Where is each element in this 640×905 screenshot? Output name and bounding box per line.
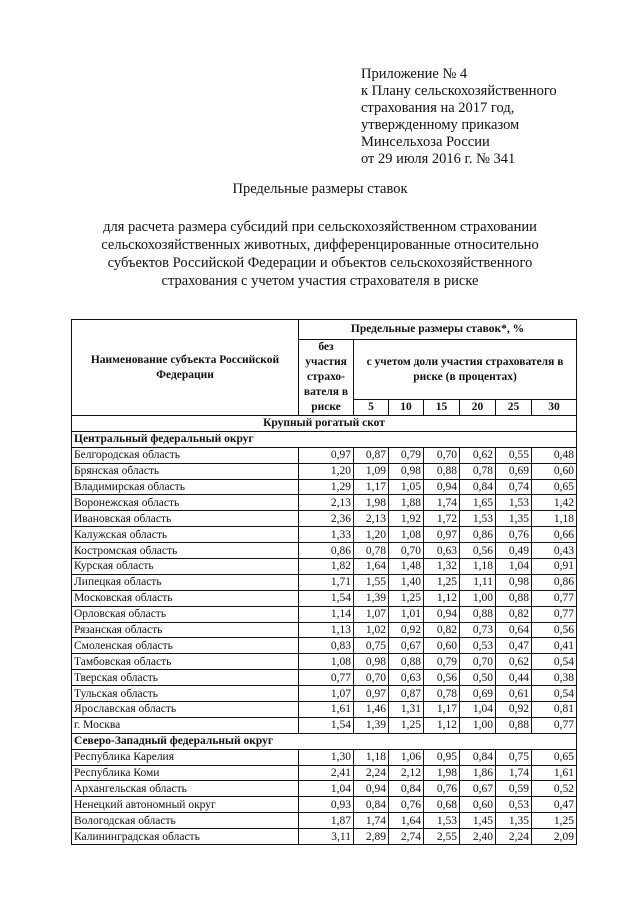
subtitle-line: страхования с учетом участия страхователя в риске [161, 273, 479, 289]
rate-cell: 0,76 [496, 527, 532, 543]
rate-cell: 1,02 [354, 622, 389, 638]
rate-cell: 0,70 [460, 654, 496, 670]
rate-cell: 1,92 [389, 511, 424, 527]
rate-cell: 1,01 [389, 606, 424, 622]
subject-name: г. Москва [72, 717, 299, 733]
rate-cell: 1,72 [424, 511, 460, 527]
rate-cell: 2,09 [532, 829, 577, 845]
rate-cell: 0,77 [299, 670, 354, 686]
appendix-line: страхования на 2017 год, [361, 100, 515, 116]
table-row [72, 559, 577, 575]
table-row [72, 717, 577, 733]
district-name: Северо-Западный федеральный округ [72, 733, 577, 749]
subject-name: Орловская область [72, 606, 299, 622]
rate-cell: 1,61 [299, 702, 354, 718]
table-row [72, 527, 577, 543]
rate-cell: 0,64 [496, 622, 532, 638]
table-row [72, 543, 577, 559]
rate-cell: 1,31 [389, 702, 424, 718]
header-rates: Предельные размеры ставок*, % [299, 320, 577, 340]
rate-cell: 0,97 [424, 527, 460, 543]
subject-name: Республика Коми [72, 765, 299, 781]
rate-cell: 0,70 [389, 543, 424, 559]
rate-cell: 0,65 [532, 479, 577, 495]
subject-name: Вологодская область [72, 813, 299, 829]
rate-cell: 0,50 [460, 670, 496, 686]
rate-cell: 1,39 [354, 717, 389, 733]
rate-cell: 0,60 [532, 463, 577, 479]
rate-cell: 2,13 [299, 495, 354, 511]
appendix-line: к Плану сельскохозяйственного [361, 83, 557, 99]
rate-cell: 1,55 [354, 574, 389, 590]
rate-cell: 0,43 [532, 543, 577, 559]
appendix-line: утвержденному приказом [361, 117, 520, 133]
rate-cell: 0,87 [354, 447, 389, 463]
table-row [72, 702, 577, 718]
subject-name: Калужская область [72, 527, 299, 543]
rate-cell: 1,07 [299, 686, 354, 702]
rate-cell: 1,18 [532, 511, 577, 527]
subject-name: Московская область [72, 590, 299, 606]
rate-cell: 0,86 [299, 543, 354, 559]
rate-cell: 0,59 [496, 781, 532, 797]
rate-cell: 1,39 [354, 590, 389, 606]
subject-name: Владимирская область [72, 479, 299, 495]
rate-cell: 0,94 [354, 781, 389, 797]
rate-cell: 0,87 [389, 686, 424, 702]
rate-cell: 1,42 [532, 495, 577, 511]
header-percent-15: 15 [424, 400, 460, 416]
rate-cell: 2,74 [389, 829, 424, 845]
rate-cell: 1,64 [389, 813, 424, 829]
rate-cell: 0,79 [389, 447, 424, 463]
rate-cell: 1,46 [354, 702, 389, 718]
rate-cell: 1,87 [299, 813, 354, 829]
rate-cell: 1,20 [299, 463, 354, 479]
rate-cell: 1,54 [299, 590, 354, 606]
rate-cell: 0,44 [496, 670, 532, 686]
rate-cell: 1,18 [354, 749, 389, 765]
rate-cell: 0,86 [532, 574, 577, 590]
rate-cell: 1,17 [424, 702, 460, 718]
rate-cell: 0,97 [354, 686, 389, 702]
rate-cell: 1,35 [496, 813, 532, 829]
rate-cell: 0,67 [460, 781, 496, 797]
appendix-line: Приложение № 4 [361, 66, 468, 82]
subject-name: Тверская область [72, 670, 299, 686]
rate-cell: 0,88 [460, 606, 496, 622]
rate-cell: 0,47 [496, 638, 532, 654]
rate-cell: 2,36 [299, 511, 354, 527]
rate-cell: 0,54 [532, 654, 577, 670]
rate-cell: 0,94 [424, 479, 460, 495]
rate-cell: 0,38 [532, 670, 577, 686]
rate-cell: 0,54 [532, 686, 577, 702]
rate-cell: 0,69 [496, 463, 532, 479]
rate-cell: 1,04 [460, 702, 496, 718]
table-row [72, 829, 577, 845]
rate-cell: 0,82 [424, 622, 460, 638]
rate-cell: 1,25 [389, 590, 424, 606]
subject-name: Смоленская область [72, 638, 299, 654]
rates-table [71, 319, 577, 845]
rate-cell: 1,06 [389, 749, 424, 765]
rate-cell: 0,77 [532, 606, 577, 622]
rate-cell: 0,77 [532, 717, 577, 733]
appendix-line: от 29 июля 2016 г. № 341 [361, 151, 516, 167]
rate-cell: 1,12 [424, 717, 460, 733]
rate-cell: 0,56 [424, 670, 460, 686]
table-row [72, 670, 577, 686]
rate-cell: 0,93 [299, 797, 354, 813]
rate-cell: 0,82 [496, 606, 532, 622]
rate-cell: 0,98 [354, 654, 389, 670]
rate-cell: 1,45 [460, 813, 496, 829]
table-row [72, 686, 577, 702]
rate-cell: 0,88 [389, 654, 424, 670]
rate-cell: 0,56 [532, 622, 577, 638]
rate-cell: 0,66 [532, 527, 577, 543]
rate-cell: 1,54 [299, 717, 354, 733]
subject-name: Ивановская область [72, 511, 299, 527]
district-row [72, 431, 577, 447]
rate-cell: 0,78 [354, 543, 389, 559]
header-with-participation: с учетом доли участия страхователя в риске (в процентах) [354, 340, 577, 400]
table-row [72, 479, 577, 495]
table-row [72, 574, 577, 590]
rate-cell: 0,92 [496, 702, 532, 718]
table-row [72, 622, 577, 638]
table-row [72, 749, 577, 765]
rate-cell: 0,73 [460, 622, 496, 638]
rate-cell: 1,04 [496, 559, 532, 575]
rate-cell: 1,86 [460, 765, 496, 781]
subject-name: Тамбовская область [72, 654, 299, 670]
subject-name: Калининградская область [72, 829, 299, 845]
subject-name: Ненецкий автономный округ [72, 797, 299, 813]
section-title: Крупный рогатый скот [72, 416, 577, 432]
rate-cell: 0,55 [496, 447, 532, 463]
rate-cell: 1,12 [424, 590, 460, 606]
rate-cell: 2,24 [496, 829, 532, 845]
rate-cell: 2,13 [354, 511, 389, 527]
table-row [72, 463, 577, 479]
rate-cell: 1,65 [460, 495, 496, 511]
rate-cell: 0,83 [299, 638, 354, 654]
rate-cell: 2,40 [460, 829, 496, 845]
rate-cell: 0,70 [424, 447, 460, 463]
rate-cell: 1,74 [424, 495, 460, 511]
rate-cell: 0,56 [460, 543, 496, 559]
rate-cell: 2,41 [299, 765, 354, 781]
subject-name: Костромская область [72, 543, 299, 559]
section-row [72, 416, 577, 432]
rate-cell: 1,29 [299, 479, 354, 495]
table-row [72, 606, 577, 622]
rate-cell: 0,69 [460, 686, 496, 702]
header-percent-5: 5 [354, 400, 389, 416]
rate-cell: 0,76 [389, 797, 424, 813]
rate-cell: 0,88 [496, 590, 532, 606]
rate-cell: 0,52 [532, 781, 577, 797]
rate-cell: 1,48 [389, 559, 424, 575]
rate-cell: 0,61 [496, 686, 532, 702]
document-title: Предельные размеры ставок [232, 181, 408, 197]
rate-cell: 0,49 [496, 543, 532, 559]
rate-cell: 0,75 [354, 638, 389, 654]
rate-cell: 1,40 [389, 574, 424, 590]
table-row [72, 797, 577, 813]
subject-name: Курская область [72, 559, 299, 575]
rate-cell: 1,00 [460, 717, 496, 733]
rate-cell: 1,98 [354, 495, 389, 511]
header-without-participation: без участия страхо-вателя в риске [299, 340, 354, 416]
subject-name: Ярославская область [72, 702, 299, 718]
rate-cell: 0,84 [460, 749, 496, 765]
rate-cell: 1,64 [354, 559, 389, 575]
rate-cell: 0,84 [354, 797, 389, 813]
rate-cell: 2,89 [354, 829, 389, 845]
rate-cell: 1,20 [354, 527, 389, 543]
rate-cell: 0,78 [460, 463, 496, 479]
rate-cell: 1,18 [460, 559, 496, 575]
rate-cell: 0,92 [389, 622, 424, 638]
rate-cell: 0,84 [389, 781, 424, 797]
table-row [72, 813, 577, 829]
rate-cell: 0,53 [496, 797, 532, 813]
rate-cell: 1,32 [424, 559, 460, 575]
rate-cell: 0,79 [424, 654, 460, 670]
rate-cell: 1,33 [299, 527, 354, 543]
rate-cell: 1,25 [389, 717, 424, 733]
rate-cell: 3,11 [299, 829, 354, 845]
table-body [72, 416, 577, 845]
rate-cell: 0,81 [532, 702, 577, 718]
rate-cell: 0,62 [496, 654, 532, 670]
rate-cell: 1,98 [424, 765, 460, 781]
rate-cell: 1,07 [354, 606, 389, 622]
rate-cell: 1,35 [496, 511, 532, 527]
rate-cell: 1,30 [299, 749, 354, 765]
rate-cell: 1,05 [389, 479, 424, 495]
rate-cell: 0,48 [532, 447, 577, 463]
rate-cell: 1,74 [496, 765, 532, 781]
rate-cell: 0,77 [532, 590, 577, 606]
header-percent-20: 20 [460, 400, 496, 416]
rate-cell: 2,24 [354, 765, 389, 781]
rate-cell: 0,60 [424, 638, 460, 654]
rate-cell: 2,55 [424, 829, 460, 845]
table-row [72, 511, 577, 527]
rate-cell: 1,25 [424, 574, 460, 590]
subtitle-line: для расчета размера субсидий при сельскохозяйственном страховании [103, 219, 537, 235]
subject-name: Архангельская область [72, 781, 299, 797]
rate-cell: 1,74 [354, 813, 389, 829]
rate-cell: 0,67 [389, 638, 424, 654]
header-subject-name: Наименование субъекта Российской Федерации [72, 320, 299, 416]
header-percent-30: 30 [532, 400, 577, 416]
rate-cell: 0,60 [460, 797, 496, 813]
rate-cell: 0,68 [424, 797, 460, 813]
rate-cell: 0,47 [532, 797, 577, 813]
rate-cell: 0,70 [354, 670, 389, 686]
rate-cell: 1,53 [460, 511, 496, 527]
subject-name: Брянская область [72, 463, 299, 479]
district-name: Центральный федеральный округ [72, 431, 577, 447]
rate-cell: 0,74 [496, 479, 532, 495]
rate-cell: 1,88 [389, 495, 424, 511]
rate-cell: 2,12 [389, 765, 424, 781]
rate-cell: 0,98 [389, 463, 424, 479]
rate-cell: 0,86 [460, 527, 496, 543]
rate-cell: 1,25 [532, 813, 577, 829]
subject-name: Республика Карелия [72, 749, 299, 765]
rate-cell: 0,76 [424, 781, 460, 797]
rate-cell: 1,13 [299, 622, 354, 638]
rate-cell: 0,41 [532, 638, 577, 654]
rate-cell: 1,00 [460, 590, 496, 606]
table-row [72, 590, 577, 606]
rate-cell: 0,78 [424, 686, 460, 702]
rate-cell: 0,88 [496, 717, 532, 733]
subject-name: Тульская область [72, 686, 299, 702]
rate-cell: 0,97 [299, 447, 354, 463]
rate-cell: 0,98 [496, 574, 532, 590]
rate-cell: 0,75 [496, 749, 532, 765]
table-row [72, 447, 577, 463]
rate-cell: 0,63 [389, 670, 424, 686]
rate-cell: 0,91 [532, 559, 577, 575]
rate-cell: 1,08 [389, 527, 424, 543]
appendix-line: Минсельхоза России [361, 134, 490, 150]
rate-cell: 1,04 [299, 781, 354, 797]
rate-cell: 1,53 [496, 495, 532, 511]
table-row [72, 765, 577, 781]
table-row [72, 638, 577, 654]
rate-cell: 1,09 [354, 463, 389, 479]
document-subtitle [60, 218, 580, 290]
rate-cell: 1,71 [299, 574, 354, 590]
rate-cell: 0,62 [460, 447, 496, 463]
table-row [72, 654, 577, 670]
district-row [72, 733, 577, 749]
rate-cell: 1,82 [299, 559, 354, 575]
subject-name: Липецкая область [72, 574, 299, 590]
table-row [72, 781, 577, 797]
subject-name: Воронежская область [72, 495, 299, 511]
subtitle-line: сельскохозяйственных животных, дифференцированные относительно [101, 237, 539, 253]
rate-cell: 1,17 [354, 479, 389, 495]
rate-cell: 0,84 [460, 479, 496, 495]
rate-cell: 0,95 [424, 749, 460, 765]
subject-name: Белгородская область [72, 447, 299, 463]
rate-cell: 1,53 [424, 813, 460, 829]
rate-cell: 0,65 [532, 749, 577, 765]
subtitle-line: субъектов Российской Федерации и объектов сельскохозяйственного [107, 255, 533, 271]
rate-cell: 1,61 [532, 765, 577, 781]
rate-cell: 0,88 [424, 463, 460, 479]
rate-cell: 1,08 [299, 654, 354, 670]
table-row [72, 495, 577, 511]
header-percent-10: 10 [389, 400, 424, 416]
rate-cell: 0,94 [424, 606, 460, 622]
subject-name: Рязанская область [72, 622, 299, 638]
appendix-block [361, 66, 557, 168]
rate-cell: 1,14 [299, 606, 354, 622]
rate-cell: 0,53 [460, 638, 496, 654]
rate-cell: 0,63 [424, 543, 460, 559]
rate-cell: 1,11 [460, 574, 496, 590]
header-percent-25: 25 [496, 400, 532, 416]
